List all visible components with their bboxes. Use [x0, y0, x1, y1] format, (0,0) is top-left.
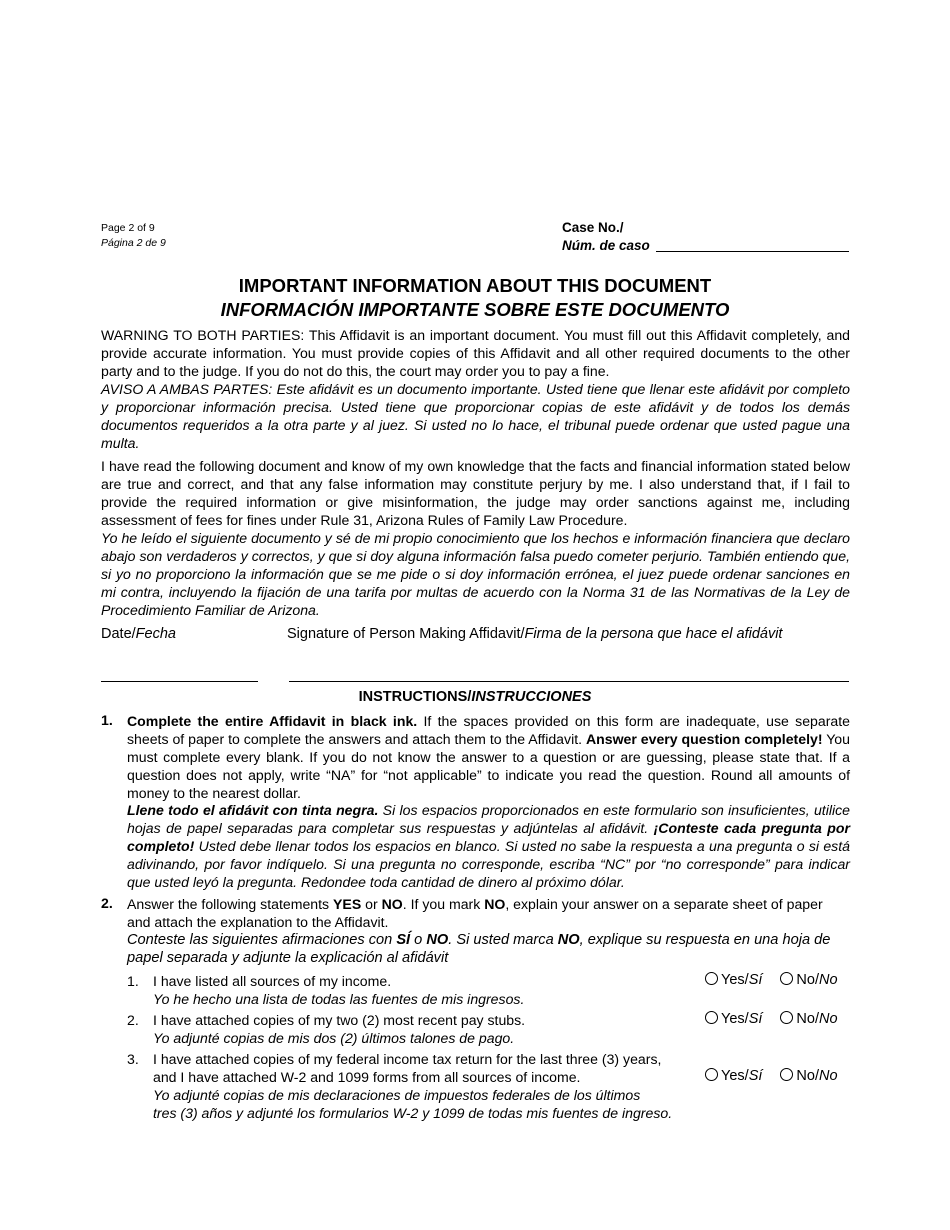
case-number-field[interactable] [656, 251, 849, 252]
statement-3-en-line2: and I have attached W-2 and 1099 forms from all sources of income. [153, 1069, 581, 1085]
case-number-label [562, 219, 650, 255]
case-label-en: Case No./ [562, 220, 624, 235]
instruction-item-1-en: Complete the entire Affidavit in black ink. If the spaces provided on this form are inadequate, use separate sheets of paper to complete the answers and attach them to the Affidavit. Answer every question completely! You must complete every blank. If you do not know the answer to a question or are guessing, please state that. If a question does not apply, write “NA” for “not applicable” to indicate you read the question. Round all amounts of money to the nearest dollar. [127, 713, 850, 801]
instruction-item-2-es: Conteste las siguientes afirmaciones con SÍ o NO. Si usted marca NO, explique su respuesta en una hoja de papel separada y adjunte la explicación al afidávit [127, 932, 831, 966]
instruction-item-2-en: Answer the following statements YES or NO. If you mark NO, explain your answer on a separate sheet of paper and attach the explanation to the Affidavit. [127, 896, 823, 930]
date-field[interactable] [101, 681, 258, 682]
declaration-en: I have read the following document and know of my own knowledge that the facts and financial information stated below are true and correct, and that any false information may constitute perjury by me. I also understand that, if I fail to provide the required information or give misinformation, the judge may order sanctions against me, including assessment of fees for fines under Rule 31, Arizona Rules of Family Law Procedure. [101, 458, 850, 528]
no-label: No/No [796, 1068, 838, 1084]
page-title-en: IMPORTANT INFORMATION ABOUT THIS DOCUMENT [238, 275, 712, 296]
statement-3-es-line1: Yo adjunté copias de mis declaraciones de impuestos federales de los últimos [153, 1087, 641, 1103]
statement-3-no-radio[interactable] [780, 1068, 793, 1081]
statement-2-es: Yo adjunté copias de mis dos (2) últimos talones de pago. [153, 1030, 515, 1046]
case-label-es: Núm. de caso [562, 238, 650, 253]
statement-3-yes-radio[interactable] [705, 1068, 718, 1081]
statement-3-options [705, 1068, 838, 1084]
no-label: No/No [796, 1011, 838, 1027]
page-number-en: Page 2 of 9 [101, 222, 155, 234]
instructions-heading: INSTRUCTIONS/INSTRUCCIONES [358, 689, 592, 705]
warning-en: WARNING TO BOTH PARTIES: This Affidavit is an important document. You must fill out this Affidavit completely, and provide accurate information. You must provide copies of this Affidavit and all other required documents to the other party and to the judge. If you do not do this, the court may order you to pay a fine. [101, 327, 850, 379]
statement-1-es: Yo he hecho una lista de todas las fuentes de mis ingresos. [153, 991, 525, 1007]
statement-1-yes-radio[interactable] [705, 972, 718, 985]
statement-1-en: I have listed all sources of my income. [153, 973, 392, 989]
warning-es: AVISO A AMBAS PARTES: Este afidávit es un documento importante. Usted tiene que llenar este afidávit por completo y proporcionar información precisa. Usted tiene que proporcionar copias de este afidávit y de todos los demás documentos requeridos a la otra parte y al juez. Si usted no lo hace, el tribunal puede ordenar que usted pague una multa. [101, 381, 850, 451]
yes-label: Yes/Sí [721, 972, 763, 988]
page-number-es: Página 2 de 9 [101, 237, 166, 249]
statement-2-options [705, 1011, 838, 1027]
statement-2-no-radio[interactable] [780, 1011, 793, 1024]
yes-label: Yes/Sí [721, 1011, 763, 1027]
instruction-item-1-es: Llene todo el afidávit con tinta negra. Si los espacios proporcionados en este formulario son insuficientes, utilice hojas de papel separadas para completar sus respuestas y adjúntelas al afidávit. ¡Conteste cada pregunta por completo! Usted debe llenar todos los espacios en blanco. Si usted no sabe la respuesta a una pregunta o si está adivinando, por favor indíquelo. Si una pregunta no corresponde, escriba “NC” por “no corresponde” para indicar que usted leyó la pregunta. Redondee toda cantidad de dinero al próximo dólar. [127, 802, 850, 890]
statement-2-en: I have attached copies of my two (2) most recent pay stubs. [153, 1012, 526, 1028]
yes-label: Yes/Sí [721, 1068, 763, 1084]
statement-1-no-radio[interactable] [780, 972, 793, 985]
statement-1-options [705, 972, 838, 988]
signature-field[interactable] [289, 681, 849, 682]
no-label: No/No [796, 972, 838, 988]
item-1-number: 1. [101, 712, 113, 728]
page-number [101, 221, 166, 251]
declaration-es: Yo he leído el siguiente documento y sé de mi propio conocimiento que los hechos e información financiera que declaro abajo son verdaderos y correctos, y que si doy alguna información falsa puedo cometer perjurio. También entiendo que, si yo no proporciono la información que se me pide o si doy información errónea, el juez puede ordenar sanciones en mi contra, incluyendo la fijación de una tarifa por multas de acuerdo con la Norma 31 de las Normativas de la Ley de Procedimiento Familiar de Arizona. [101, 530, 850, 618]
statement-3-en-line1: I have attached copies of my federal income tax return for the last three (3) years, [153, 1051, 662, 1067]
date-label: Date/Fecha [101, 626, 176, 642]
page-title-es: INFORMACIÓN IMPORTANTE SOBRE ESTE DOCUMENTO [220, 299, 730, 320]
statement-2-yes-radio[interactable] [705, 1011, 718, 1024]
signature-label: Signature of Person Making Affidavit/Firma de la persona que hace el afidávit [287, 626, 783, 642]
item-2-number: 2. [101, 895, 113, 911]
statement-3-es-line2: tres (3) años y adjunté los formularios W-2 y 1099 de todas mis fuentes de ingreso. [153, 1105, 673, 1121]
